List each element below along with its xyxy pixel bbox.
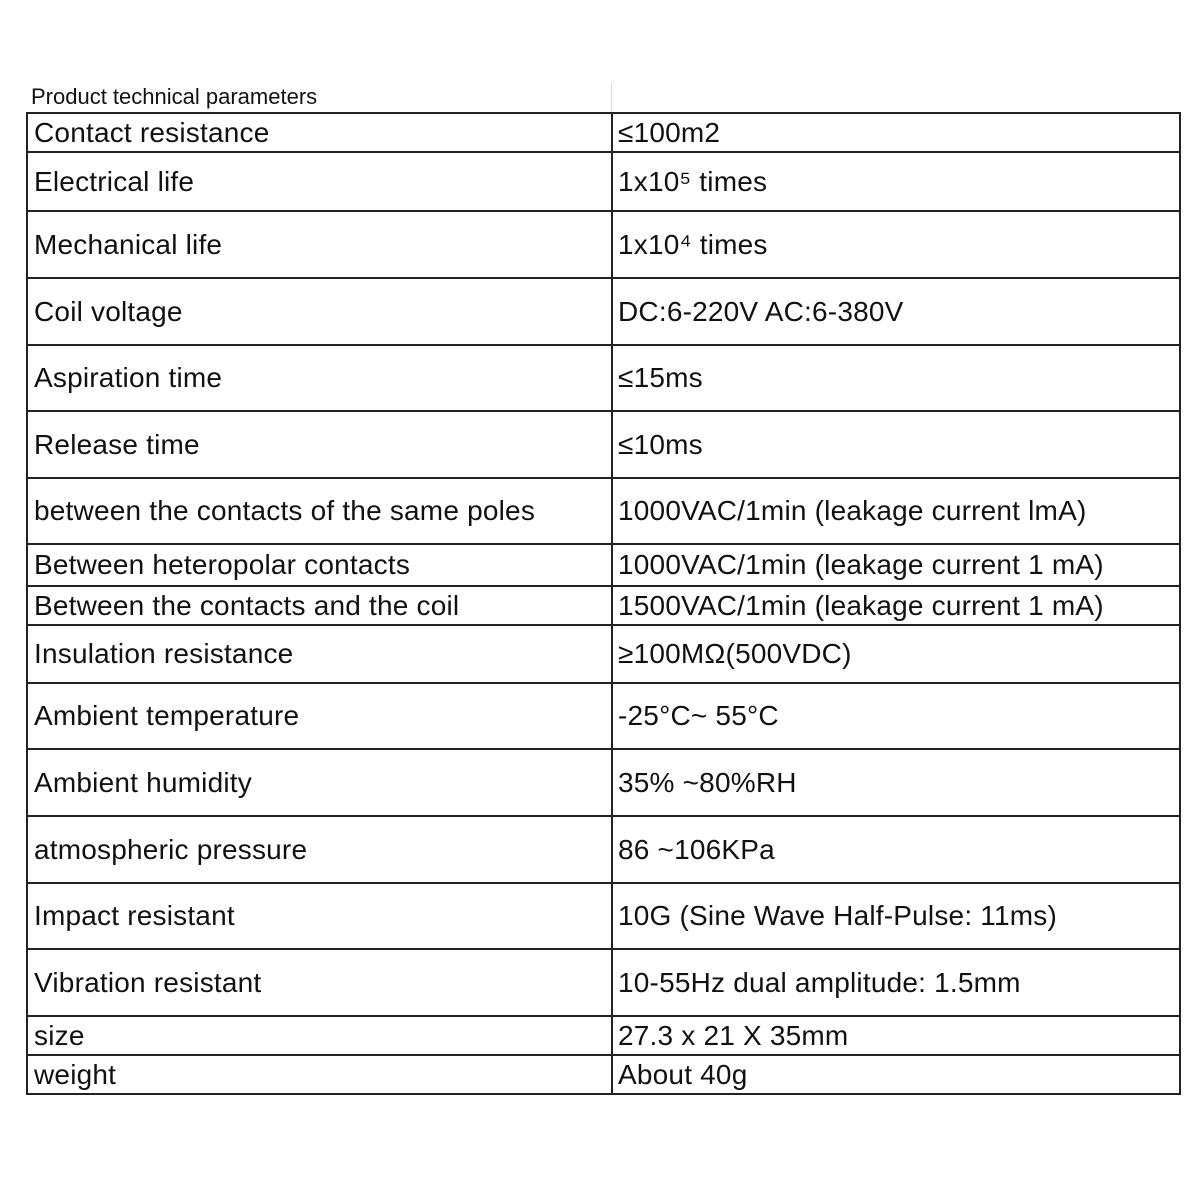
table-row [27, 544, 1180, 586]
param-value: DC:6-220V AC:6-380V [612, 278, 1180, 345]
table-row [27, 949, 1180, 1016]
param-value: 1000VAC/1min (leakage current lmA) [612, 478, 1180, 544]
table-row [27, 113, 1180, 152]
table-row [27, 749, 1180, 816]
param-name: Ambient temperature [27, 683, 612, 749]
table-row [27, 345, 1180, 411]
table-row [27, 1055, 1180, 1094]
param-name: Impact resistant [27, 883, 612, 949]
table-row [27, 478, 1180, 544]
param-name: weight [27, 1055, 612, 1094]
param-value: 1500VAC/1min (leakage current 1 mA) [612, 586, 1180, 625]
param-name: Coil voltage [27, 278, 612, 345]
param-value: 27.3 x 21 X 35mm [612, 1016, 1180, 1055]
param-name: Between heteropolar contacts [27, 544, 612, 586]
param-value: About 40g [612, 1055, 1180, 1094]
title-divider [611, 82, 612, 112]
param-value: 86 ~106KPa [612, 816, 1180, 883]
param-value: ≤100m2 [612, 113, 1180, 152]
param-name: Between the contacts and the coil [27, 586, 612, 625]
param-value: 1000VAC/1min (leakage current 1 mA) [612, 544, 1180, 586]
param-name: Contact resistance [27, 113, 612, 152]
param-value: 35% ~80%RH [612, 749, 1180, 816]
spec-table [26, 112, 1181, 1095]
param-value: -25°C~ 55°C [612, 683, 1180, 749]
param-name: between the contacts of the same poles [27, 478, 612, 544]
param-name: Ambient humidity [27, 749, 612, 816]
param-value: 1x10⁴ times [612, 211, 1180, 278]
table-row [27, 883, 1180, 949]
param-name: Release time [27, 411, 612, 478]
param-value: 10-55Hz dual amplitude: 1.5mm [612, 949, 1180, 1016]
param-value: ≤10ms [612, 411, 1180, 478]
table-row [27, 152, 1180, 211]
param-name: Vibration resistant [27, 949, 612, 1016]
table-row [27, 411, 1180, 478]
table-row [27, 625, 1180, 683]
table-row [27, 1016, 1180, 1055]
param-name: Aspiration time [27, 345, 612, 411]
table-title: Product technical parameters [31, 84, 318, 109]
param-value: ≥100MΩ(500VDC) [612, 625, 1180, 683]
param-value: 1x10⁵ times [612, 152, 1180, 211]
table-row [27, 278, 1180, 345]
table-row [27, 816, 1180, 883]
param-value: 10G (Sine Wave Half-Pulse: 11ms) [612, 883, 1180, 949]
param-name: Electrical life [27, 152, 612, 211]
param-value: ≤15ms [612, 345, 1180, 411]
param-name: size [27, 1016, 612, 1055]
table-row [27, 586, 1180, 625]
param-name: Insulation resistance [27, 625, 612, 683]
table-row [27, 683, 1180, 749]
table-row [27, 211, 1180, 278]
param-name: Mechanical life [27, 211, 612, 278]
param-name: atmospheric pressure [27, 816, 612, 883]
